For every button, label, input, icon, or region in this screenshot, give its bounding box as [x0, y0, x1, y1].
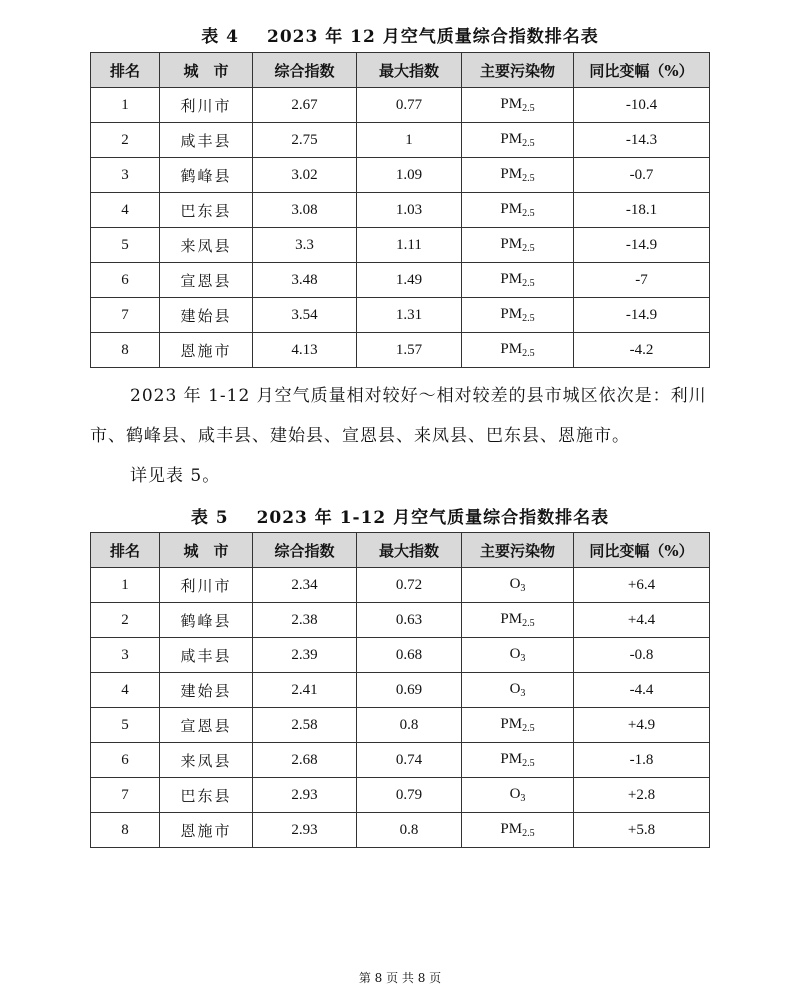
col-header-composite: 综合指数	[253, 53, 357, 88]
rank-cell: 7	[91, 778, 160, 813]
table-row	[91, 673, 710, 708]
pollutant-formula: PM	[500, 716, 523, 732]
pollutant-subscript: 2.5	[522, 208, 535, 219]
col-header-max: 最大指数	[357, 53, 462, 88]
city-cell: 来凤县	[160, 228, 253, 263]
pollutant-subscript: 3	[520, 688, 526, 699]
rank-cell: 6	[91, 263, 160, 298]
pollutant-formula: PM	[500, 236, 523, 252]
composite-index-cell: 3.48	[253, 263, 357, 298]
pollutant-cell	[462, 568, 574, 603]
rank-cell: 3	[91, 158, 160, 193]
table-row	[91, 568, 710, 603]
change-cell: -0.8	[574, 638, 710, 673]
table5-title-text: 2023 年 1-12 月空气质量综合指数排名表	[256, 508, 610, 528]
composite-index-cell: 3.3	[253, 228, 357, 263]
composite-index-cell: 2.93	[253, 778, 357, 813]
max-index-cell: 0.69	[357, 673, 462, 708]
pollutant-subscript: 2.5	[522, 723, 535, 734]
table5	[90, 532, 710, 848]
composite-index-cell: 2.75	[253, 123, 357, 158]
city-cell: 鹤峰县	[160, 158, 253, 193]
change-cell: -0.7	[574, 158, 710, 193]
see-table-note: 详见表 5。	[130, 466, 221, 486]
pollutant-formula: PM	[500, 201, 523, 217]
table4-title	[90, 22, 710, 47]
pollutant-subscript: 2.5	[522, 313, 535, 324]
table-row	[91, 603, 710, 638]
pollutant-subscript: 2.5	[522, 103, 535, 114]
pollutant-subscript: 3	[520, 583, 526, 594]
page-footer: 第 8 页 共 8 页	[358, 971, 442, 985]
col-header-city: 城 市	[160, 53, 253, 88]
table-row	[91, 778, 710, 813]
city-cell: 建始县	[160, 298, 253, 333]
rank-cell: 8	[91, 333, 160, 368]
max-index-cell: 0.79	[357, 778, 462, 813]
pollutant-formula: PM	[500, 751, 523, 767]
city-cell: 宣恩县	[160, 708, 253, 743]
city-cell: 宣恩县	[160, 263, 253, 298]
pollutant-formula: PM	[500, 306, 523, 322]
pollutant-subscript: 2.5	[522, 348, 535, 359]
table5-header-row	[91, 533, 710, 568]
col-header-change: 同比变幅（%）	[574, 53, 710, 88]
rank-cell: 5	[91, 708, 160, 743]
rank-cell: 3	[91, 638, 160, 673]
max-index-cell: 0.77	[357, 88, 462, 123]
table4-label: 表 4	[201, 27, 239, 47]
col-header-rank: 排名	[91, 53, 160, 88]
pollutant-subscript: 2.5	[522, 758, 535, 769]
pollutant-cell	[462, 743, 574, 778]
rank-cell: 1	[91, 568, 160, 603]
max-index-cell: 1.49	[357, 263, 462, 298]
change-cell: -10.4	[574, 88, 710, 123]
change-cell: -4.4	[574, 673, 710, 708]
max-index-cell: 1.11	[357, 228, 462, 263]
max-index-cell: 1.09	[357, 158, 462, 193]
city-cell: 利川市	[160, 88, 253, 123]
pollutant-formula: O	[509, 681, 521, 697]
change-cell: -7	[574, 263, 710, 298]
city-cell: 咸丰县	[160, 638, 253, 673]
table-row	[91, 708, 710, 743]
pollutant-formula: PM	[500, 166, 523, 182]
pollutant-subscript: 3	[520, 793, 526, 804]
table4-header-row	[91, 53, 710, 88]
rank-cell: 4	[91, 673, 160, 708]
table-row	[91, 193, 710, 228]
composite-index-cell: 2.93	[253, 813, 357, 848]
pollutant-formula: PM	[500, 611, 523, 627]
table4-title-text: 2023 年 12 月空气质量综合指数排名表	[267, 27, 599, 47]
pollutant-cell	[462, 123, 574, 158]
composite-index-cell: 2.58	[253, 708, 357, 743]
table-row	[91, 123, 710, 158]
max-index-cell: 1	[357, 123, 462, 158]
rank-cell: 1	[91, 88, 160, 123]
change-cell: +5.8	[574, 813, 710, 848]
pollutant-cell	[462, 813, 574, 848]
pollutant-cell	[462, 673, 574, 708]
composite-index-cell: 2.68	[253, 743, 357, 778]
pollutant-cell	[462, 228, 574, 263]
composite-index-cell: 2.34	[253, 568, 357, 603]
max-index-cell: 0.63	[357, 603, 462, 638]
max-index-cell: 0.68	[357, 638, 462, 673]
max-index-cell: 0.8	[357, 813, 462, 848]
col-header-pollutant: 主要污染物	[462, 533, 574, 568]
change-cell: +4.9	[574, 708, 710, 743]
col-header-change: 同比变幅（%）	[574, 533, 710, 568]
table4	[90, 52, 710, 368]
city-cell: 鹤峰县	[160, 603, 253, 638]
pollutant-cell	[462, 708, 574, 743]
table-row	[91, 298, 710, 333]
rank-cell: 5	[91, 228, 160, 263]
summary-paragraph: 2023 年 1-12 月空气质量相对较好～相对较差的县市城区依次是：利川市、鹤峰县、咸丰县、建始县、宣恩县、来凤县、巴东县、恩施市。	[90, 386, 707, 446]
rank-cell: 2	[91, 123, 160, 158]
pollutant-subscript: 2.5	[522, 828, 535, 839]
col-header-city: 城 市	[160, 533, 253, 568]
composite-index-cell: 2.41	[253, 673, 357, 708]
pollutant-subscript: 2.5	[522, 138, 535, 149]
composite-index-cell: 3.54	[253, 298, 357, 333]
city-cell: 巴东县	[160, 193, 253, 228]
pollutant-cell	[462, 298, 574, 333]
composite-index-cell: 4.13	[253, 333, 357, 368]
pollutant-formula: PM	[500, 821, 523, 837]
change-cell: +6.4	[574, 568, 710, 603]
table-row	[91, 228, 710, 263]
change-cell: -1.8	[574, 743, 710, 778]
composite-index-cell: 3.02	[253, 158, 357, 193]
city-cell: 来凤县	[160, 743, 253, 778]
change-cell: -14.9	[574, 298, 710, 333]
rank-cell: 2	[91, 603, 160, 638]
max-index-cell: 1.31	[357, 298, 462, 333]
pollutant-formula: O	[509, 576, 521, 592]
composite-index-cell: 2.67	[253, 88, 357, 123]
table5-label: 表 5	[190, 508, 229, 528]
table-row	[91, 638, 710, 673]
rank-cell: 4	[91, 193, 160, 228]
composite-index-cell: 2.38	[253, 603, 357, 638]
table-row	[91, 158, 710, 193]
max-index-cell: 0.8	[357, 708, 462, 743]
table-row	[91, 813, 710, 848]
table5-title	[90, 503, 710, 528]
pollutant-cell	[462, 603, 574, 638]
table-row	[91, 88, 710, 123]
table-row	[91, 263, 710, 298]
city-cell: 巴东县	[160, 778, 253, 813]
city-cell: 建始县	[160, 673, 253, 708]
pollutant-subscript: 2.5	[522, 243, 535, 254]
pollutant-formula: O	[509, 786, 521, 802]
table-row	[91, 743, 710, 778]
pollutant-cell	[462, 638, 574, 673]
rank-cell: 8	[91, 813, 160, 848]
rank-cell: 6	[91, 743, 160, 778]
pollutant-formula: PM	[500, 96, 523, 112]
pollutant-cell	[462, 88, 574, 123]
change-cell: -18.1	[574, 193, 710, 228]
pollutant-cell	[462, 193, 574, 228]
pollutant-cell	[462, 333, 574, 368]
pollutant-cell	[462, 158, 574, 193]
max-index-cell: 0.74	[357, 743, 462, 778]
pollutant-subscript: 2.5	[522, 173, 535, 184]
pollutant-formula: PM	[500, 341, 523, 357]
max-index-cell: 0.72	[357, 568, 462, 603]
max-index-cell: 1.03	[357, 193, 462, 228]
pollutant-subscript: 3	[520, 653, 526, 664]
pollutant-formula: PM	[500, 271, 523, 287]
pollutant-formula: PM	[500, 131, 523, 147]
city-cell: 恩施市	[160, 813, 253, 848]
rank-cell: 7	[91, 298, 160, 333]
composite-index-cell: 3.08	[253, 193, 357, 228]
change-cell: -14.3	[574, 123, 710, 158]
pollutant-cell	[462, 263, 574, 298]
col-header-rank: 排名	[91, 533, 160, 568]
table-row	[91, 333, 710, 368]
pollutant-subscript: 2.5	[522, 278, 535, 289]
change-cell: +4.4	[574, 603, 710, 638]
pollutant-cell	[462, 778, 574, 813]
max-index-cell: 1.57	[357, 333, 462, 368]
city-cell: 利川市	[160, 568, 253, 603]
change-cell: -14.9	[574, 228, 710, 263]
col-header-pollutant: 主要污染物	[462, 53, 574, 88]
change-cell: -4.2	[574, 333, 710, 368]
pollutant-subscript: 2.5	[522, 618, 535, 629]
col-header-composite: 综合指数	[253, 533, 357, 568]
pollutant-formula: O	[509, 646, 521, 662]
city-cell: 咸丰县	[160, 123, 253, 158]
change-cell: +2.8	[574, 778, 710, 813]
composite-index-cell: 2.39	[253, 638, 357, 673]
col-header-max: 最大指数	[357, 533, 462, 568]
city-cell: 恩施市	[160, 333, 253, 368]
